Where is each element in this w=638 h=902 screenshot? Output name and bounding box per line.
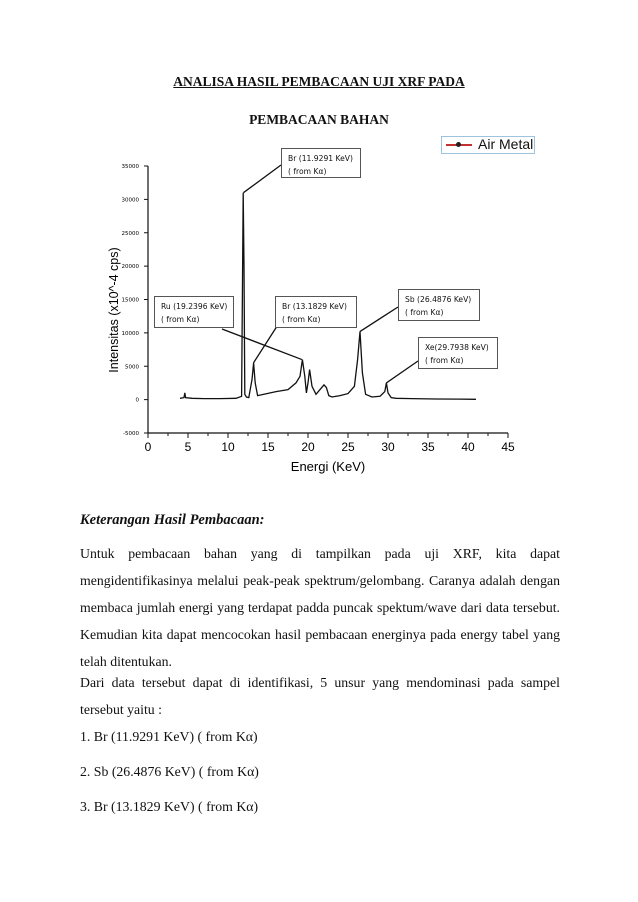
annotation-label: Xe(29.7938 KeV) [425, 343, 489, 352]
list-item: 3. Br (13.1829 KeV) ( from Kα) [80, 799, 259, 814]
paragraph-method: Untuk pembacaan bahan yang di tampilkan pada uji XRF, kita dapat mengidentifikasinya melalui peak-peak spektrum/gelombang. Caranya adalah dengan membaca jumlah energi yang terdapat padda puncak spektum/wave dari data tersebut. Kemudian kita dapat mencocokan hasil pembacaan energinya pada energy tabel yang telah ditentukan. [80, 546, 560, 669]
paragraph-summary: Dari data tersebut dapat di identifikasi, 5 unsur yang mendominasi pada sampel tersebut yaitu : [80, 675, 560, 717]
x-axis-label: Energi (KeV) [290, 459, 366, 474]
annotation-source: ( from Kα) [425, 356, 464, 365]
x-tick-label: 10 [221, 440, 235, 454]
x-tick-label: 0 [144, 440, 152, 454]
annotation-source: ( from Kα) [405, 308, 444, 317]
legend-marker [456, 142, 461, 147]
list-item: 1. Br (11.9291 KeV) ( from Kα) [80, 729, 258, 744]
x-tick-label: 45 [501, 440, 515, 454]
annotation-arrows [222, 165, 418, 383]
annotation-box-xe [418, 337, 498, 369]
annotation-arrow [222, 329, 302, 360]
annotation-source: ( from Kα) [161, 315, 200, 324]
annotation-label: Br (11.9291 KeV) [288, 154, 353, 163]
y-tick-label: 20000 [121, 264, 139, 271]
y-tick-label: -5000 [123, 431, 139, 437]
annotation-box-br1 [281, 148, 361, 178]
annotation-label: Ru (19.2396 KeV) [161, 302, 228, 311]
annotation-source: ( from Kα) [282, 315, 321, 324]
annotation-arrow [360, 307, 398, 332]
annotation-box-ru [154, 296, 234, 328]
x-tick-label: 20 [301, 440, 315, 454]
y-tick-label: 25000 [121, 230, 139, 237]
x-tick-label: 25 [341, 440, 355, 454]
y-tick-label: 10000 [121, 330, 139, 337]
x-tick-label: 40 [461, 440, 475, 454]
x-tick-label: 5 [184, 440, 192, 454]
legend-label: Air Metal [478, 136, 534, 152]
annotation-label: Br (13.1829 KeV) [282, 302, 347, 311]
y-tick-label: 30000 [121, 197, 139, 204]
y-tick-label: 5000 [125, 364, 139, 371]
x-tick-label: 15 [261, 440, 275, 454]
x-tick-label: 35 [421, 440, 435, 454]
annotation-arrow [386, 361, 418, 383]
chart-legend [441, 136, 535, 154]
x-tick-label: 30 [381, 440, 395, 454]
y-axis-label: Intensitas (x10^-4 cps) [107, 247, 121, 373]
section-heading: Keterangan Hasil Pembacaan: [80, 512, 265, 528]
annotation-label: Sb (26.4876 KeV) [405, 295, 472, 304]
y-tick-label: 35000 [121, 164, 139, 170]
annotation-box-sb [398, 289, 480, 321]
annotation-source: ( from Kα) [288, 167, 327, 176]
annotation-box-br2 [275, 296, 357, 328]
y-tick-label: 0 [135, 397, 139, 404]
annotation-arrow [243, 165, 281, 193]
y-tick-label: 15000 [121, 297, 139, 304]
document-title-line1: ANALISA HASIL PEMBACAAN UJI XRF PADA [173, 74, 465, 89]
list-item: 2. Sb (26.4876 KeV) ( from Kα) [80, 764, 259, 779]
document-title-line2: PEMBACAAN BAHAN [249, 112, 389, 127]
